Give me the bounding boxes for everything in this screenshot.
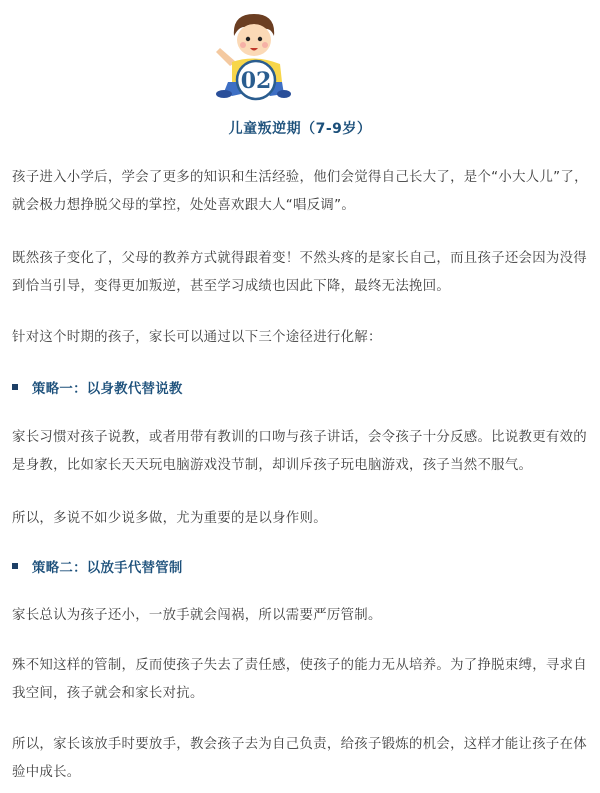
paragraph: 所以，多说不如少说多做，尤为重要的是以身作则。 [12,511,327,526]
cheek-icon [262,42,268,48]
strategy-title: 策略一：以身教代替说教 [32,381,183,397]
eye-icon [246,37,250,41]
strategy-heading [10,375,590,399]
child-badge-illustration [210,8,300,103]
paragraph: 殊不知这样的管制，反而使孩子失去了责任感，使孩子的能力无从培养。为了挣脱束缚，寻求自我空间，孩子就会和家长对抗。 [12,658,588,701]
face-icon [237,24,271,56]
eye-icon [258,37,262,41]
paragraph: 家长习惯对孩子说教，或者用带有教训的口吻与孩子讲话，会令孩子十分反感。比说教更有效的是身教，比如家长天天玩电脑游戏没节制，却训斥孩子玩电脑游戏，孩子当然不服气。 [12,430,588,473]
cheek-icon [240,42,246,48]
strategy-title: 策略二：以放手代替管制 [32,560,183,576]
paragraph: 孩子进入小学后，学会了更多的知识和生活经验，他们会觉得自己长大了，是个“小大人儿”了，就会极力想挣脱父母的掌控，处处喜欢跟大人“唱反调”。 [12,170,588,213]
shoe-icon [216,90,232,98]
bullet-icon [12,563,18,569]
paragraph: 所以，家长该放手时要放手，教会孩子去为自己负责，给孩子锻炼的机会，这样才能让孩子在体验中成长。 [12,737,588,780]
strategy-heading [10,554,590,578]
paragraph: 既然孩子变化了，父母的教养方式就得跟着变！不然头疼的是家长自己，而且孩子还会因为没得到恰当引导，变得更加叛逆，甚至学习成绩也因此下降，最终无法挽回。 [12,251,588,294]
bullet-icon [12,384,18,390]
paragraph: 针对这个时期的孩子，家长可以通过以下三个途径进行化解： [12,330,382,345]
page-title: 儿童叛逆期（7-9岁） [228,121,372,137]
shoe-icon [277,90,291,98]
paragraph: 家长总认为孩子还小，一放手就会闯祸，所以需要严厉管制。 [12,608,382,623]
badge-number: 02 [240,68,272,94]
